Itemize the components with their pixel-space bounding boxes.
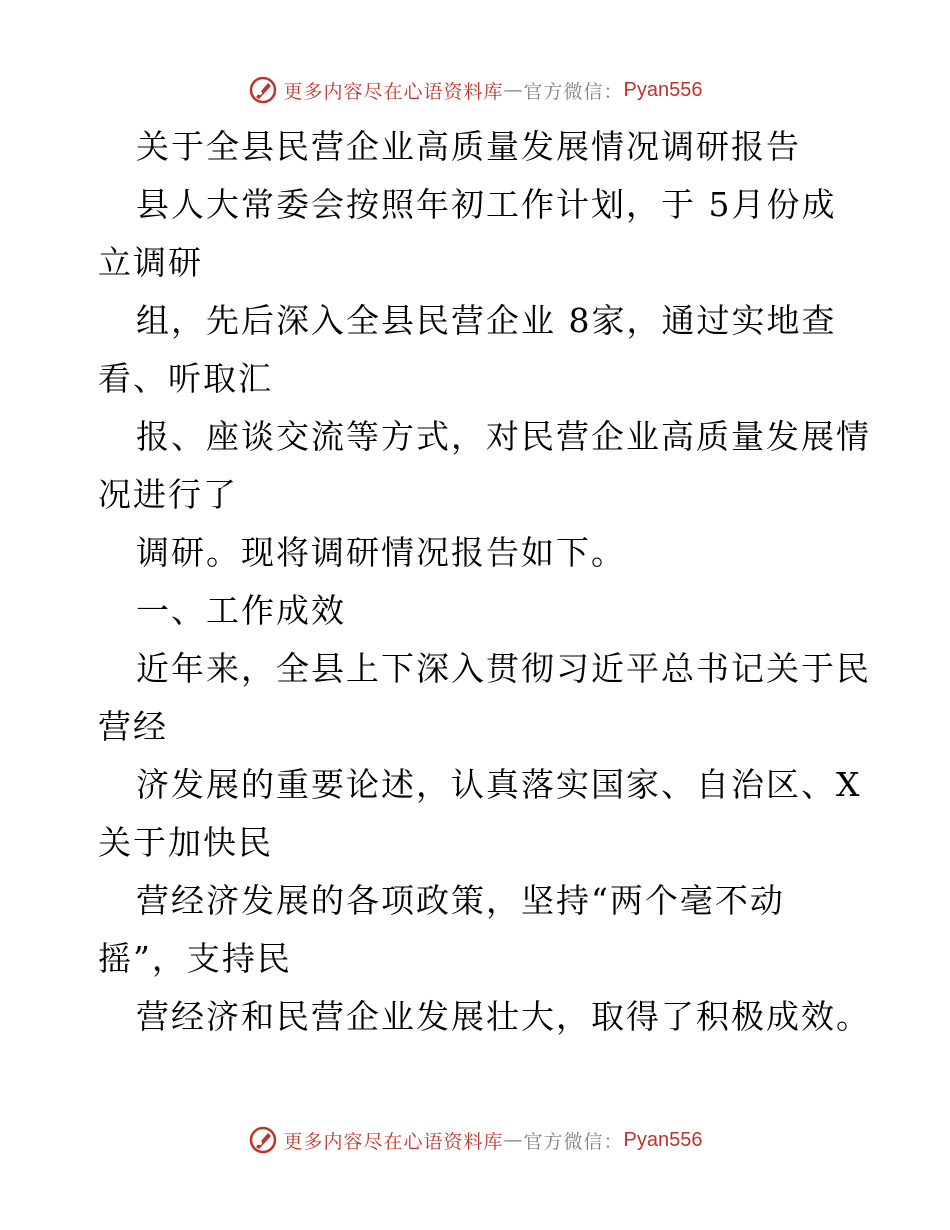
- watermark-separator: —: [503, 79, 524, 101]
- pen-nib-circle-icon: [248, 75, 278, 105]
- paragraph-line: 组，先后深入全县民营企业 8家，通过实地查: [136, 301, 837, 340]
- paragraph-line: 济发展的重要论述，认真落实国家、自治区、X: [136, 765, 862, 804]
- watermark-label: 官方微信：: [523, 1130, 624, 1153]
- watermark-main-text: 更多内容尽在心语资料库: [283, 1130, 504, 1153]
- paragraph-line: 营经: [98, 707, 168, 746]
- paragraph-line: 关于加快民: [98, 823, 273, 862]
- paragraph-line: 调研。现将调研情况报告如下。: [136, 533, 626, 572]
- paragraph-line: 况进行了: [98, 475, 238, 514]
- watermark-label: 官方微信：: [523, 80, 624, 103]
- watermark-separator: —: [503, 1129, 524, 1151]
- paragraph-line: 立调研: [98, 243, 203, 282]
- watermark-main-text: 更多内容尽在心语资料库: [283, 80, 504, 103]
- paragraph-line: 报、座谈交流等方式，对民营企业高质量发展情: [136, 417, 871, 456]
- watermark-banner-bottom: [0, 1120, 950, 1160]
- section-heading: 一、工作成效: [136, 591, 346, 630]
- pen-nib-circle-icon: [248, 1125, 278, 1155]
- paragraph-line: 摇”，支持民: [98, 939, 292, 978]
- paragraph-line: 营经济发展的各项政策，坚持“两个毫不动: [136, 881, 785, 920]
- watermark-wechat-id: Pyan556: [623, 78, 703, 101]
- document-title: 关于全县民营企业高质量发展情况调研报告: [136, 127, 801, 166]
- watermark-banner-top: [0, 70, 950, 110]
- paragraph-line: 看、听取汇: [98, 359, 273, 398]
- watermark-wechat-id: Pyan556: [623, 1128, 703, 1151]
- paragraph-line: 县人大常委会按照年初工作计划，于 5月份成: [136, 185, 837, 224]
- paragraph-line: 营经济和民营企业发展壮大，取得了积极成效。: [136, 997, 871, 1036]
- paragraph-line: 近年来，全县上下深入贯彻习近平总书记关于民: [136, 649, 871, 688]
